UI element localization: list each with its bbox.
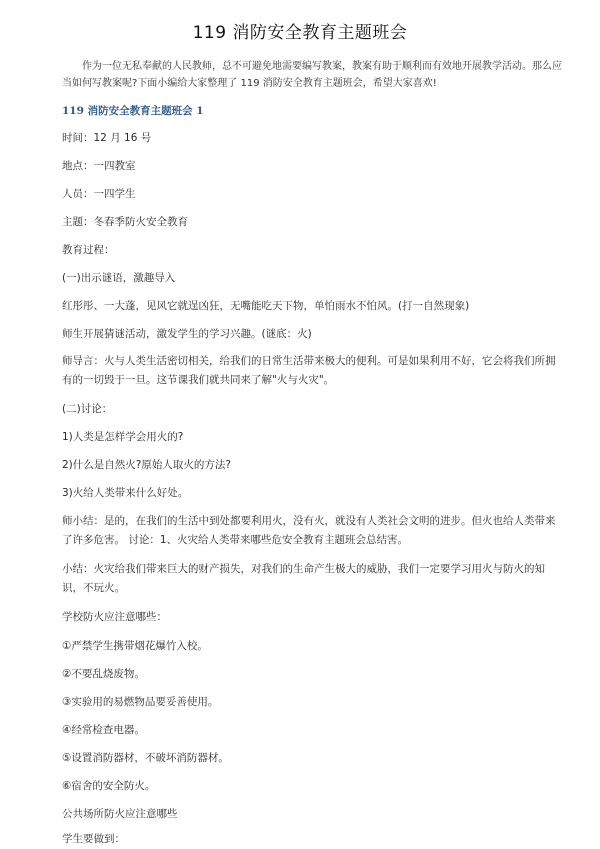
summary-paragraph: 小结：火灾给我们带来巨大的财产损失，对我们的生命产生极大的威胁，我们一定要学习用火与防火的知识，不玩火。 — [62, 563, 545, 594]
time-line: 时间：12 月 16 号 — [62, 132, 152, 144]
question-2: 2)什么是自然火?原始人取火的方法? — [62, 459, 231, 471]
section-heading: 119 消防安全教育主题班会 1 — [62, 105, 204, 117]
school-rule-2: ②不要乱烧废物。 — [62, 668, 145, 680]
process-heading: 教育过程： — [62, 244, 115, 256]
page-title: 119 消防安全教育主题班会 — [192, 23, 408, 43]
school-rule-5: ⑤设置消防器材，不破坏消防器材。 — [62, 752, 229, 764]
school-rule-3: ③实验用的易燃物品要妥善使用。 — [62, 696, 219, 708]
teacher-intro-paragraph: 师导言：火与人类生活密切相关，给我们的日常生活带来极大的便利。可是如果利用不好，它会将我们所拥有的一切毁于一旦。这节课我们就共同来了解"火与火灾"。 — [62, 355, 556, 386]
school-fire-heading: 学校防火应注意哪些： — [62, 611, 167, 623]
teacher-summary-paragraph: 师小结：是的，在我们的生活中到处都要利用火，没有火，就没有人类社会文明的进步。但火也给人类带来了许多危害。 讨论：1、火灾给人类带来哪些危安全教育主题班会总结害。 — [62, 515, 556, 546]
school-rule-4: ④经常检查电器。 — [62, 724, 145, 736]
school-rule-1: ①严禁学生携带烟花爆竹入校。 — [62, 640, 208, 652]
topic-line: 主题：冬春季防火安全教育 — [62, 216, 188, 228]
participants-line: 人员：一四学生 — [62, 188, 136, 200]
section-two-heading: (二)讨论： — [62, 403, 113, 415]
riddle-activity: 师生开展猜谜活动，激发学生的学习兴趣。(谜底：火) — [62, 328, 312, 340]
section-one-heading: (一)出示谜语，激趣导入 — [62, 272, 176, 284]
location-line: 地点：一四教室 — [62, 160, 136, 172]
school-rule-6: ⑥宿舍的安全防火。 — [62, 780, 156, 792]
question-3: 3)火给人类带来什么好处。 — [62, 487, 189, 499]
students-should-heading: 学生要做到： — [62, 833, 125, 845]
public-fire-heading: 公共场所防火应注意哪些 — [62, 808, 178, 820]
intro-paragraph: 作为一位无私奉献的人民教师，总不可避免地需要编写教案，教案有助于顺利而有效地开展教学活动。那么应当如何写教案呢?下面小编给大家整理了 119 消防安全教育主题班会，希望大家喜欢! — [62, 61, 562, 89]
riddle-text: 红彤彤、一大蓬，见风它就逞凶狂，无嘴能吃天下物，单怕雨水不怕风。(打一自然现象) — [62, 300, 470, 312]
question-1: 1)人类是怎样学会用火的? — [62, 431, 184, 443]
